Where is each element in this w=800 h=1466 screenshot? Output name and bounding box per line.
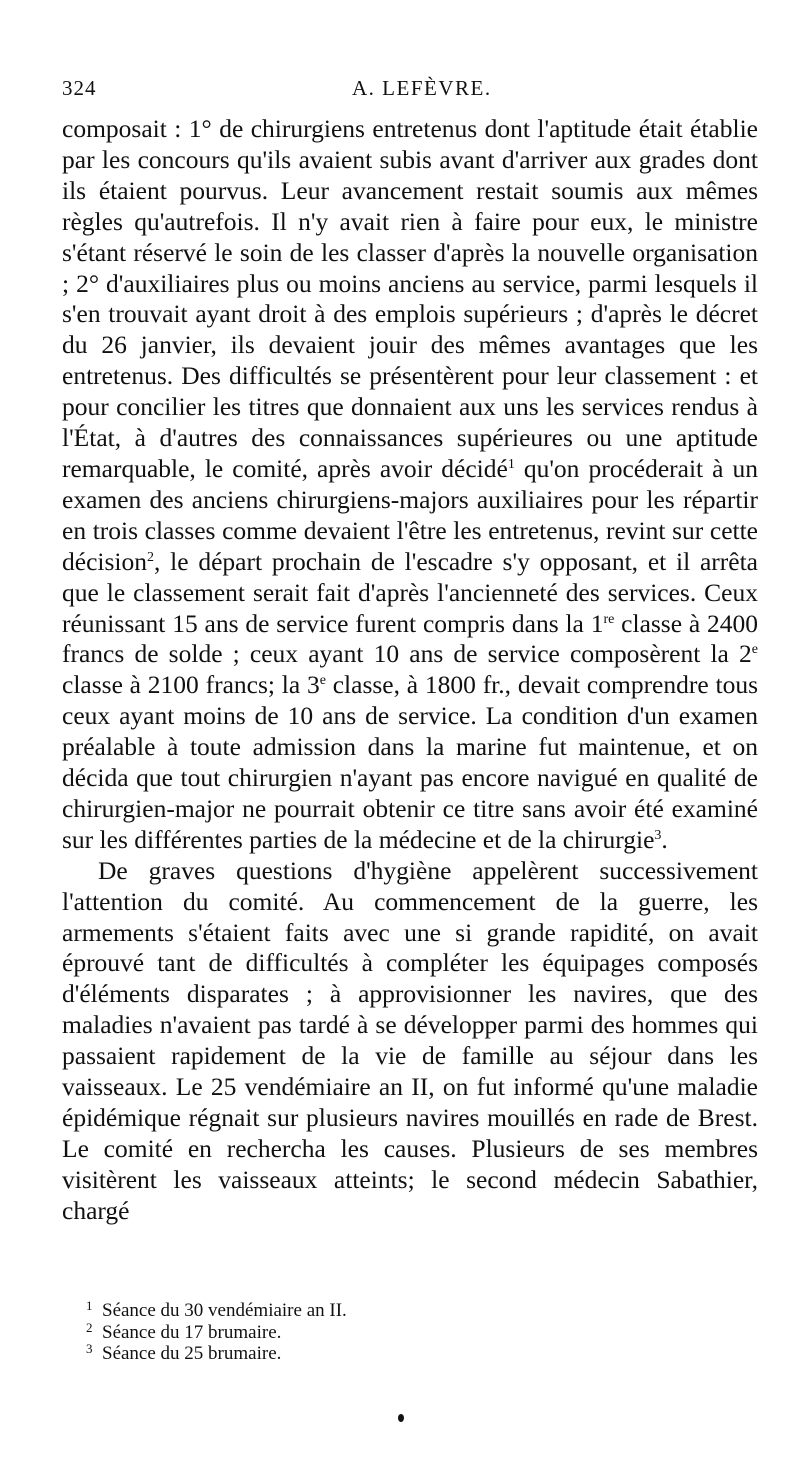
footnote-reference: e: [319, 673, 326, 689]
text-run: classe à 2400 francs de solde ; ceux ayant 10 ans de service composèrent la 2: [62, 608, 758, 669]
page-header: [62, 76, 762, 108]
text-run: classe à 2100 francs; la 3: [62, 670, 320, 700]
ink-dot: [398, 1414, 404, 1422]
running-head: A. LEFÈVRE.: [352, 76, 492, 100]
footnote-reference: re: [603, 611, 615, 627]
footnote-1: 1 Séance du 30 vendémiaire an II.: [86, 1298, 347, 1321]
text-run: , le départ prochain de l'escadre s'y opposant, et il arrêta que le classement serait fait d'après l'ancienneté des services. Ceux réunissant 15 ans de service furent compris dans la 1: [62, 546, 758, 638]
footnote-text: Séance du 25 brumaire.: [102, 1343, 282, 1364]
footnote-2: 2 Séance du 17 brumaire.: [86, 1319, 282, 1343]
text-run: classe, à 1800 fr., devait comprendre tous ceux ayant moins de 10 ans de service. La condition d'un examen préalable à toute admission dans la marine fut maintenue, et on décida que tout chirurgien n'ayant pas encore navigué en qualité de chirurgien-major ne pourrait obtenir ce titre sans avoir été examiné sur les différentes parties de la médecine et de la chirurgie: [62, 670, 758, 854]
body-text: [62, 114, 758, 1227]
footnote-3: 3 Séance du 25 brumaire.: [86, 1341, 282, 1364]
footnote-reference: 3: [654, 827, 662, 843]
paragraph-2: [62, 856, 758, 1227]
text-run: .: [661, 824, 668, 854]
footnote-text: Séance du 30 vendémiaire an II.: [102, 1300, 347, 1321]
text-run: De graves questions d'hygiène appelèrent successivement l'attention du comité. Au commencement de la guerre, les armements s'étaient faits avec une si grande rapidité, on avait éprouvé tant de difficultés à compléter les équipages composés d'éléments disparates ; à approvisionner les navires, que des maladies n'avaient pas tardé à se développer parmi des hommes qui passaient rapidement de la vie de famille au séjour dans les vaisseaux. Le 25 vendémiaire an II, on fut informé qu'une maladie épidémique régnait sur plusieurs navires mouillés en rade de Brest. Le comité en rechercha les causes. Plusieurs de ses membres visitèrent les vaisseaux atteints; le second médecin Sabathier, chargé: [62, 855, 758, 1225]
page-number: 324: [62, 76, 97, 100]
footnote-reference: 1: [507, 456, 515, 472]
footnotes: [86, 1300, 686, 1365]
footnote-reference: 2: [146, 549, 154, 565]
paragraph-1: [62, 114, 758, 856]
footnote-reference: e: [751, 642, 758, 658]
text-run: composait : 1° de chirurgiens entretenus dont l'aptitude était établie par les concours qu'ils avaient subis avant d'arriver aux grades dont ils étaient pourvus. Leur avancement restait soumis aux mêmes règles qu'autrefois. Il n'y avait rien à faire pour eux, le ministre s'étant réservé le soin de les classer d'après la nouvelle organisation ; 2° d'auxiliaires plus ou moins anciens au service, parmi lesquels il s'en trouvait ayant droit à des emplois supérieurs ; d'après le décret du 26 janvier, ils devaient jouir des mêmes avantages que les entretenus. Des difficultés se présentèrent pour leur classement : et pour concilier les titres que donnaient aux uns les services rendus à l'État, à d'autres des connaissances supérieures ou une aptitude remarquable, le comité, après avoir décidé: [62, 114, 758, 483]
footnote-text: Séance du 17 brumaire.: [102, 1321, 282, 1343]
text-run: qu'on procéderait à un examen des anciens chirurgiens-majors auxiliaires pour les répartir en trois classes comme devaient l'être les entretenus, revint sur cette décision: [62, 453, 758, 576]
